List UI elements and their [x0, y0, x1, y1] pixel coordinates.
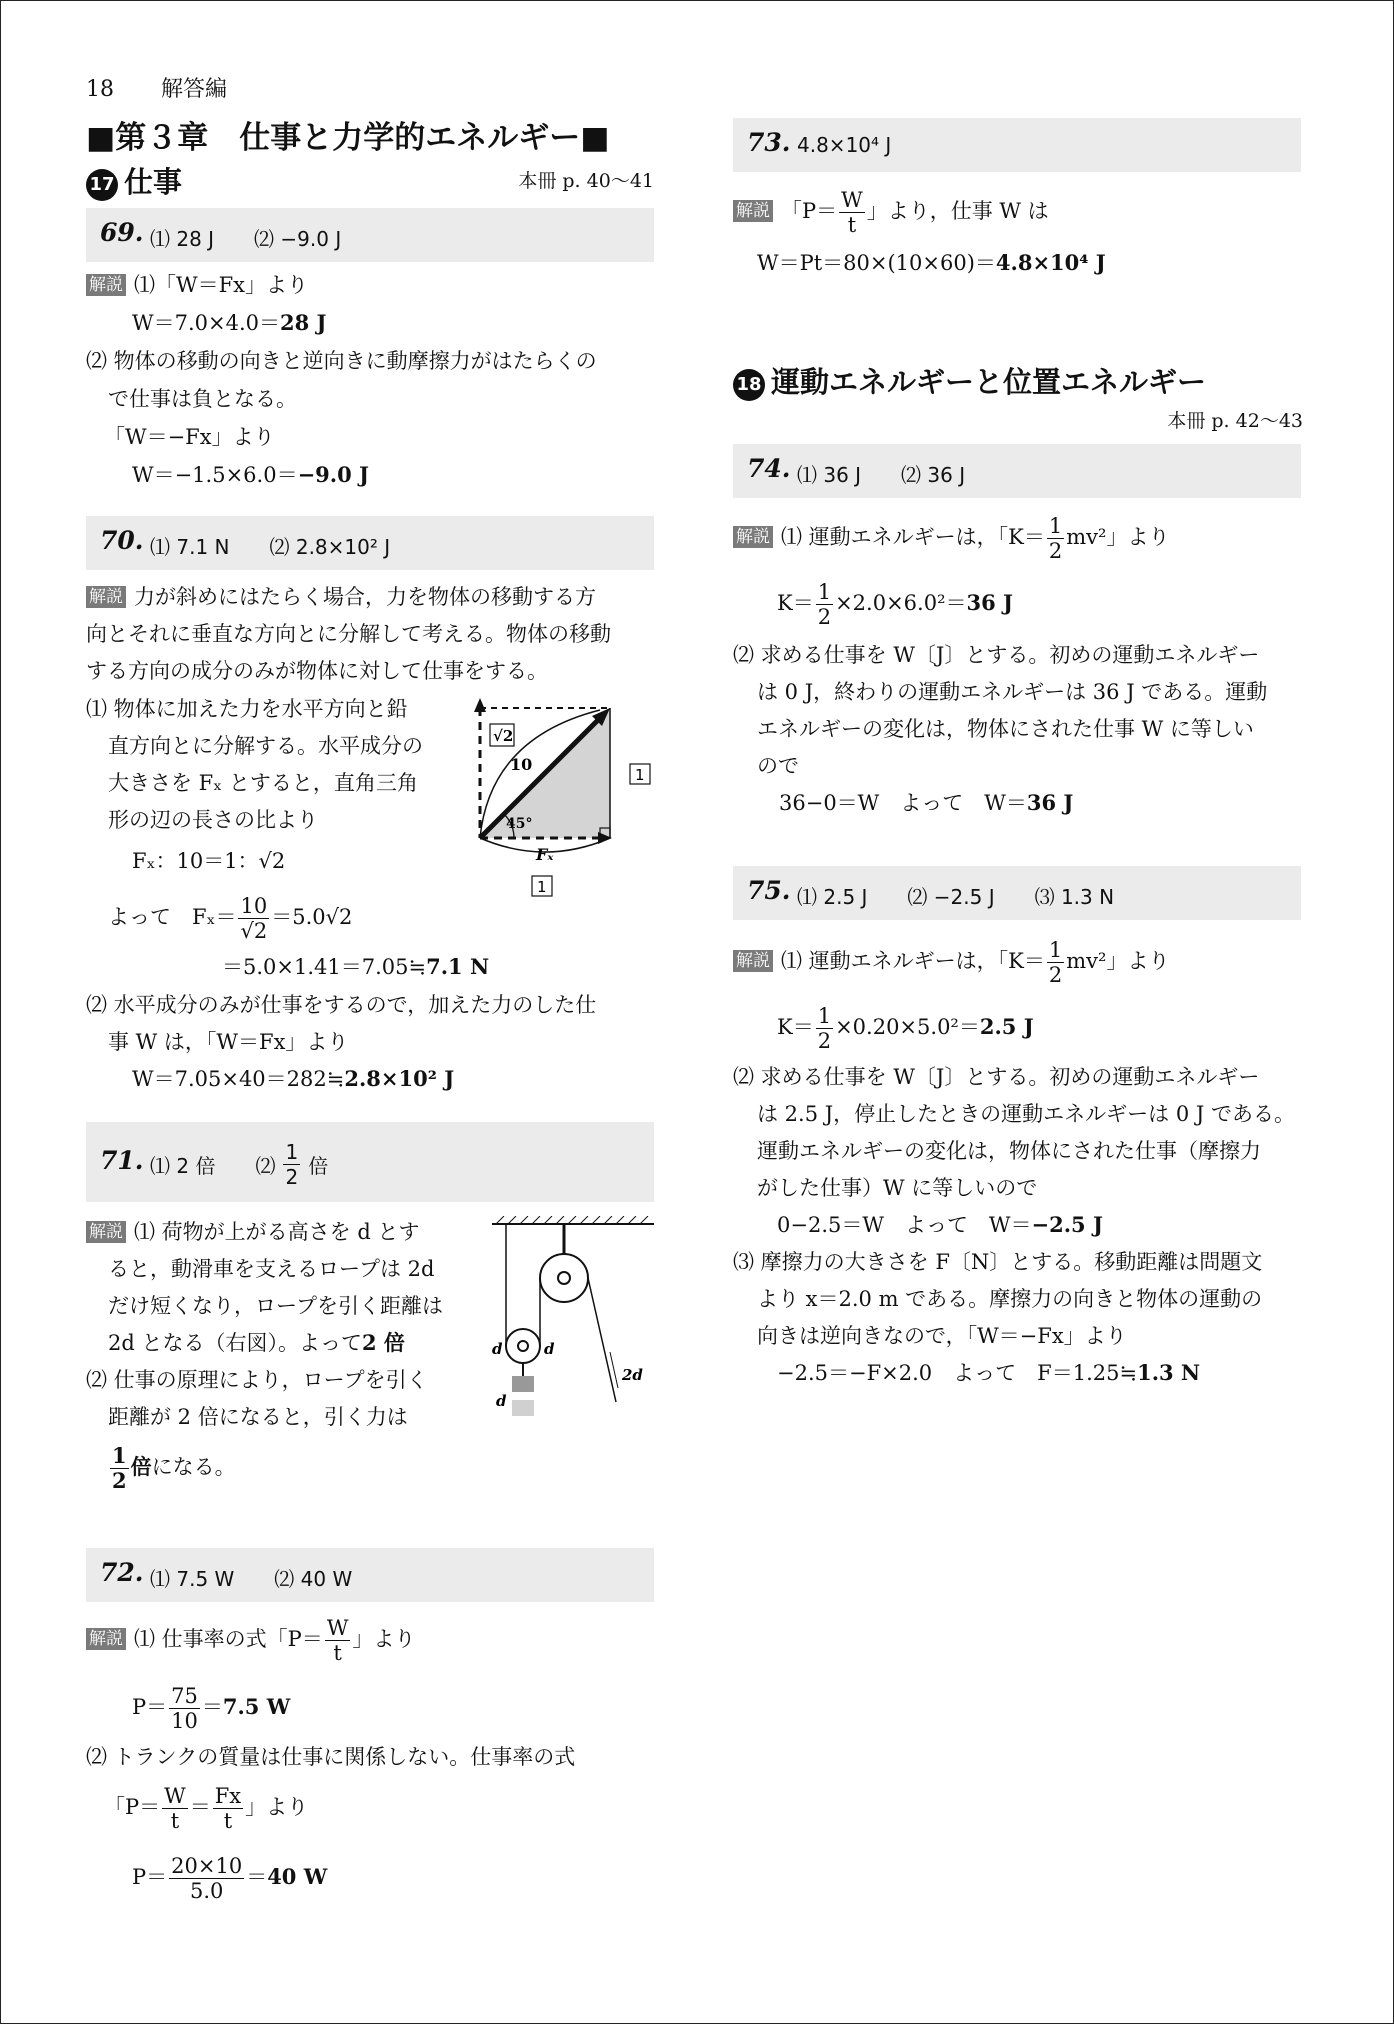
explanation-line: Fₓ：10＝1：√2: [132, 849, 286, 873]
fraction: [162, 1784, 188, 1833]
answer-box-70: [86, 516, 654, 570]
explanation-line: [222, 950, 489, 984]
denominator: t: [847, 213, 857, 237]
answer-box-75: [733, 866, 1301, 920]
denominator: 2: [817, 605, 832, 629]
fraction: [283, 1140, 300, 1189]
answer-value: −2.5 J: [1031, 1212, 1103, 1237]
explanation-line: ⑵ トランクの質量は仕事に関係しない。仕事率の式: [86, 1745, 576, 1769]
page-header: [86, 72, 227, 103]
fraction: [238, 894, 269, 943]
answer-summary: ⑴ 7.5 W ⑵ 40 W: [150, 1567, 353, 1591]
text: ＝5.0√2: [271, 905, 353, 929]
text: P＝: [132, 1865, 168, 1889]
explanation-line: 大きさを Fₓ とすると，直角三角: [108, 771, 418, 795]
explanation-line: ⑵ 求める仕事を W〔J〕とする。初めの運動エネルギー: [733, 1065, 1260, 1089]
ceiling-hatching: [496, 1216, 648, 1224]
section-label: 解答編: [161, 77, 228, 102]
arrowhead: [474, 698, 486, 712]
explanation-line: は 2.5 J，停止したときの運動エネルギーは 0 J である。: [757, 1102, 1295, 1126]
section-title: 運動エネルギーと位置エネルギー: [771, 365, 1207, 399]
explanation-line: [733, 186, 1049, 237]
numerator: 10: [240, 894, 268, 918]
denominator: 2: [112, 1468, 127, 1493]
answer-summary: [150, 1140, 328, 1189]
section-number-badge: 18: [733, 369, 765, 401]
text: ＝: [189, 1795, 211, 1819]
question-number: 70.: [100, 526, 144, 555]
fraction: [816, 1004, 833, 1053]
text: 0−2.5＝W よって W＝: [777, 1213, 1032, 1237]
fraction: [110, 1444, 129, 1493]
chapter-title: ■第３章 仕事と力学的エネルギー■: [86, 120, 610, 156]
numerator: 75: [171, 1684, 198, 1708]
explanation-line: [108, 1442, 236, 1493]
text: −2.5＝−F×2.0 よって F＝1.25≒: [777, 1361, 1138, 1385]
text: ×2.0×6.0²＝: [835, 591, 967, 615]
explanation-line: [86, 1215, 419, 1249]
question-number: 73.: [747, 128, 791, 157]
horizontal-ratio-label: 1: [537, 878, 547, 896]
explanation-line: [757, 246, 1106, 280]
load-previous-position: [512, 1400, 534, 1416]
text: K＝: [777, 1015, 814, 1039]
numerator: W: [841, 188, 863, 212]
explanation-line: する方向の成分のみが物体に対して仕事をする。: [86, 659, 548, 683]
explanation-line: [777, 1208, 1103, 1242]
explanation-line: [779, 786, 1073, 820]
explanation-line: 運動エネルギーの変化は，物体にされた仕事（摩擦力: [757, 1139, 1261, 1163]
answer-value: 7.5 W: [222, 1694, 291, 1719]
denominator: 5.0: [189, 1879, 224, 1903]
explanation-line: [132, 1682, 290, 1733]
text: W＝7.0×4.0＝: [132, 311, 280, 335]
denominator: 2: [1048, 963, 1063, 987]
answer-value: 倍: [130, 1454, 152, 1479]
explanation-tag: 解説: [733, 200, 773, 222]
explanation-tag: 解説: [86, 586, 126, 608]
explanation-line: 向きは逆向きなので，「W＝−Fx」より: [757, 1324, 1127, 1348]
explanation-line: [132, 458, 369, 492]
fraction: [1047, 938, 1064, 987]
numerator: 1: [112, 1443, 127, 1468]
explanation-line: がした仕事）W に等しいので: [757, 1176, 1038, 1200]
text: ⑴ 運動エネルギーは，「K＝: [781, 949, 1045, 973]
explanation-tag: 解説: [86, 1221, 126, 1243]
fx-label: Fₓ: [536, 845, 554, 864]
explanation-line: [104, 1782, 308, 1833]
answer-box-71: [86, 1122, 654, 1202]
text: W＝−1.5×6.0＝: [132, 463, 298, 487]
text: ＝5.0×1.41＝7.05≒: [222, 955, 427, 979]
denominator: 2: [285, 1165, 299, 1189]
answer-value: 36 J: [966, 590, 1013, 615]
explanation-line: ⑵ 求める仕事を W〔J〕とする。初めの運動エネルギー: [733, 643, 1260, 667]
fraction: [169, 1854, 244, 1903]
pulley-axle: [518, 1341, 528, 1351]
explanation-line: ⑵ 水平成分のみが仕事をするので，加えた力のした仕: [86, 993, 597, 1017]
explanation-line: [733, 512, 1169, 563]
answer-value: 36 J: [1026, 790, 1074, 815]
force-decomposition-diagram: [470, 688, 654, 902]
text: ＝: [201, 1695, 223, 1719]
answer-summary: 4.8×10⁴ J: [797, 133, 892, 157]
text: ＝: [246, 1865, 268, 1889]
answer-value: 28 J: [279, 310, 327, 335]
explanation-line: [86, 580, 596, 614]
answer-summary: ⑴ 36 J ⑵ 36 J: [797, 463, 966, 487]
text: ⑴ 仕事率の式「P＝: [134, 1627, 323, 1651]
answer-value: 2 倍: [361, 1330, 405, 1355]
section-number-badge: 17: [86, 169, 118, 201]
denominator: t: [223, 1809, 233, 1833]
explanation-line: [132, 1062, 454, 1096]
textbook-reference: 本冊 p. 42〜43: [1167, 410, 1303, 432]
text: mv²」より: [1066, 949, 1170, 973]
text: 倍: [308, 1154, 329, 1178]
explanation-tag: 解説: [733, 526, 773, 548]
denominator: 10: [171, 1709, 198, 1733]
explanation-line: 形の辺の長さの比より: [108, 808, 318, 832]
explanation-tag: 解説: [86, 274, 126, 296]
denominator: 2: [817, 1029, 832, 1053]
explanation-line: [108, 1326, 405, 1360]
answer-value: 1.3 N: [1137, 1360, 1201, 1385]
explanation-tag: 解説: [733, 950, 773, 972]
explanation-line: [777, 1002, 1034, 1053]
denominator: 2: [1048, 539, 1063, 563]
vertical-ratio-label: 1: [635, 766, 645, 784]
answer-value: 2.8×10² J: [344, 1066, 455, 1091]
text: よって Fₓ＝: [108, 905, 237, 929]
explanation-line: で仕事は負となる。: [108, 387, 297, 411]
numerator: 1: [817, 1004, 832, 1028]
fraction: [325, 1616, 351, 1665]
text: mv²」より: [1066, 525, 1170, 549]
load-box: [512, 1376, 534, 1392]
pull-rope: [588, 1278, 616, 1402]
text: 2d となる（右図）。よって: [108, 1331, 362, 1355]
numerator: 1: [1048, 938, 1063, 962]
numerator: W: [326, 1616, 349, 1640]
explanation-line: [132, 1852, 327, 1903]
text: 「P＝: [781, 199, 838, 223]
explanation-line: エネルギーの変化は，物体にされた仕事 W に等しい: [757, 717, 1254, 741]
fraction: [213, 1784, 243, 1833]
explanation-line: ると，動滑車を支えるロープは 2d: [108, 1257, 435, 1281]
text: P＝: [132, 1695, 168, 1719]
text: 力が斜めにはたらく場合，力を物体の移動する方: [134, 585, 596, 609]
text: 」より，仕事 W は: [866, 199, 1049, 223]
text: ⑴ 運動エネルギーは，「K＝: [781, 525, 1045, 549]
explanation-line: 「W＝−Fx」より: [104, 425, 275, 449]
explanation-line: [132, 306, 326, 340]
explanation-line: だけ短くなり，ロープを引く距離は: [108, 1294, 443, 1318]
section-17-heading: [86, 160, 182, 201]
explanation-line: ⑵ 物体の移動の向きと逆向きに動摩擦力がはたらくの: [86, 349, 597, 373]
question-number: 74.: [747, 454, 791, 483]
explanation-line: より x＝2.0 m である。摩擦力の向きと物体の運動の: [757, 1287, 1263, 1311]
denominator: t: [170, 1809, 180, 1833]
question-number: 71.: [100, 1146, 144, 1175]
fraction: [816, 580, 833, 629]
answer-value: 40 W: [267, 1864, 328, 1889]
section-title: 仕事: [124, 165, 183, 199]
explanation-line: 向とそれに垂直な方向とに分解して考える。物体の移動: [86, 622, 611, 646]
text: 」より: [352, 1627, 416, 1651]
text: になる。: [151, 1455, 236, 1479]
sqrt2-label: √2: [493, 727, 514, 745]
answer-value: 7.1 N: [426, 954, 490, 979]
answer-summary: ⑴ 2.5 J ⑵ −2.5 J ⑶ 1.3 N: [797, 885, 1115, 909]
numerator: 1: [1048, 514, 1063, 538]
text: ⑴ 荷物が上がる高さを d とす: [134, 1220, 420, 1244]
numerator: 20×10: [171, 1854, 243, 1878]
explanation-line: ⑴ 物体に加えた力を水平方向と鉛: [86, 697, 408, 721]
question-number: 69.: [100, 218, 144, 247]
fraction: [1047, 514, 1064, 563]
explanation-line: [777, 1356, 1200, 1390]
text: 」より: [245, 1795, 309, 1819]
answer-value: −9.0 J: [297, 462, 369, 487]
numerator: W: [164, 1784, 186, 1808]
answer-box-73: [733, 118, 1301, 172]
question-number: 75.: [747, 876, 791, 905]
distance-label: d: [492, 1340, 503, 1358]
answer-box-72: [86, 1548, 654, 1602]
fraction: [839, 188, 865, 237]
section-18-heading: [733, 360, 1206, 401]
text: 36−0＝W よって W＝: [779, 791, 1027, 815]
answer-summary: ⑴ 7.1 N ⑵ 2.8×10² J: [150, 535, 391, 559]
fraction: [169, 1684, 200, 1733]
text: K＝: [777, 591, 814, 615]
text: ×0.20×5.0²＝: [835, 1015, 980, 1039]
text: 「P＝: [104, 1795, 161, 1819]
distance-label: d: [496, 1392, 507, 1410]
answer-summary: ⑴ 28 J ⑵ −9.0 J: [150, 227, 342, 251]
answer-box-69: [86, 208, 654, 262]
text: W＝7.05×40＝282≒: [132, 1067, 345, 1091]
explanation-line: 距離が 2 倍になると，引く力は: [108, 1405, 408, 1429]
answer-value: 2.5 J: [979, 1014, 1034, 1039]
pulley-axle: [558, 1272, 570, 1284]
explanation-line: 事 W は，「W＝Fx」より: [108, 1030, 349, 1054]
angle-label: 45°: [506, 816, 533, 832]
denominator: t: [333, 1641, 342, 1665]
text: ⑴「W＝Fx」より: [134, 273, 308, 297]
textbook-reference: 本冊 p. 40〜41: [518, 170, 654, 192]
pulley-diagram: [492, 1216, 654, 1432]
explanation-line: [86, 268, 308, 302]
text: ⑴ 2 倍 ⑵: [150, 1154, 276, 1178]
distance-label: 2d: [622, 1366, 643, 1384]
explanation-tag: 解説: [86, 1628, 126, 1650]
explanation-line: ⑵ 仕事の原理により，ロープを引く: [86, 1368, 428, 1392]
answer-box-74: [733, 444, 1301, 498]
text: W＝Pt＝80×(10×60)＝: [757, 251, 996, 275]
numerator: 1: [817, 580, 832, 604]
page-number: 18: [86, 77, 114, 102]
numerator: 1: [285, 1140, 299, 1164]
distance-label: d: [544, 1340, 555, 1358]
hypotenuse-label: 10: [510, 755, 533, 774]
explanation-line: [777, 578, 1013, 629]
question-number: 72.: [100, 1558, 144, 1587]
explanation-line: [733, 936, 1169, 987]
explanation-line: ⑶ 摩擦力の大きさを F〔N〕とする。移動距離は問題文: [733, 1250, 1263, 1274]
explanation-line: ので: [757, 754, 799, 778]
explanation-line: [86, 1614, 415, 1665]
numerator: Fx: [214, 1784, 242, 1808]
explanation-line: は 0 J，終わりの運動エネルギーは 36 J である。運動: [757, 680, 1268, 704]
explanation-line: 直方向とに分解する。水平成分の: [108, 734, 423, 758]
answer-value: 4.8×10⁴ J: [995, 250, 1106, 275]
explanation-line: [108, 892, 352, 943]
denominator: √2: [240, 919, 268, 943]
